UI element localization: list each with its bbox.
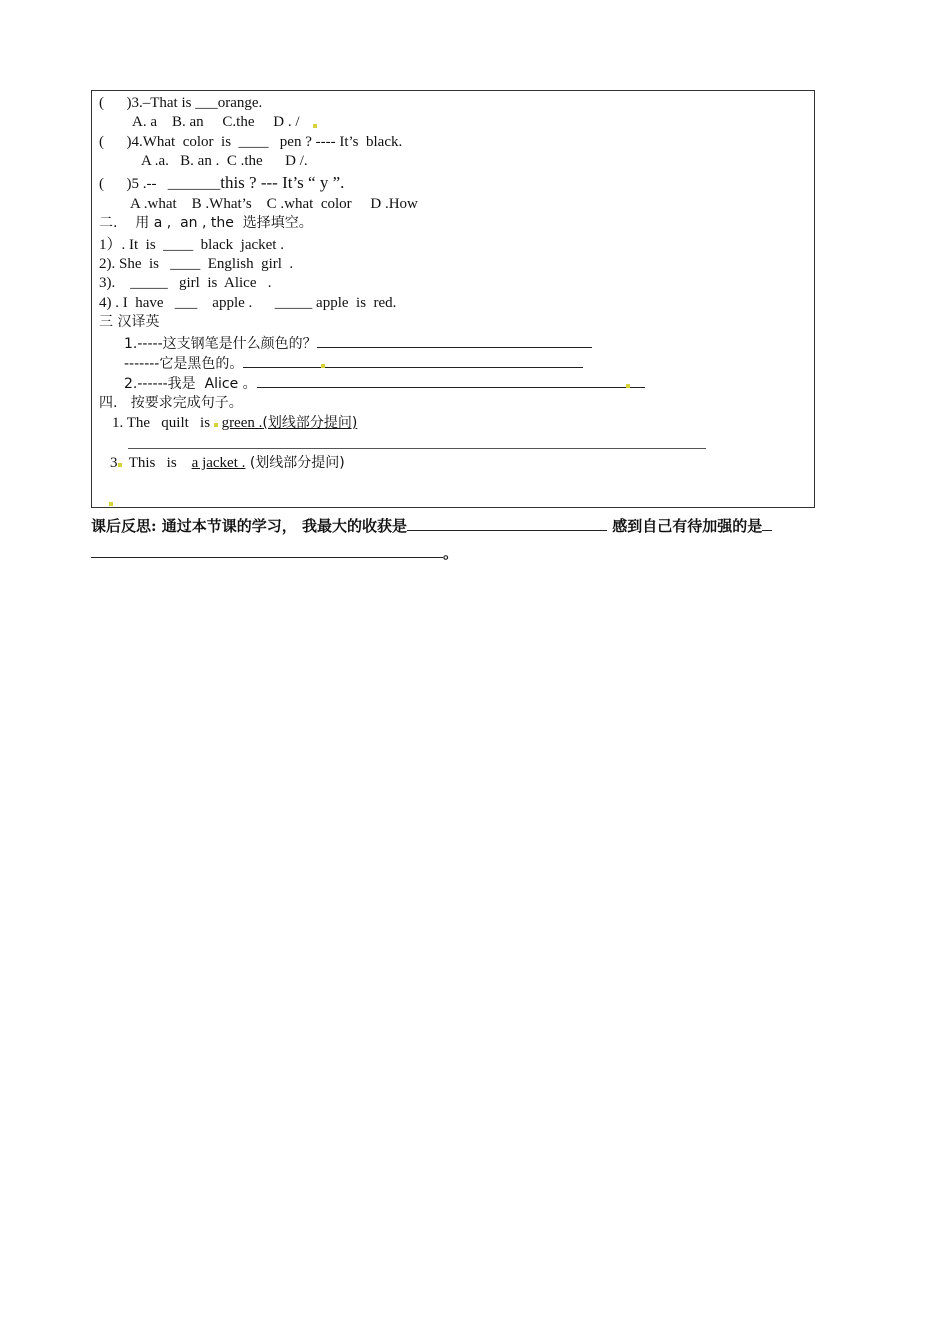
answer-line[interactable] bbox=[257, 373, 645, 388]
section3-item1a bbox=[124, 333, 592, 353]
section4-item3 bbox=[110, 454, 345, 472]
q3-options bbox=[132, 113, 299, 131]
section4-item1 bbox=[112, 414, 357, 432]
section4-item3-underlined: a jacket . bbox=[191, 455, 246, 471]
answer-line[interactable] bbox=[91, 543, 443, 558]
reflection-part2: 感到自己有待加强的是 bbox=[612, 517, 763, 535]
section2-item-3: 3). _____ girl is Alice . bbox=[99, 275, 272, 291]
q3-stem: ( )3.–That is ___orange. bbox=[99, 95, 263, 111]
answer-line[interactable] bbox=[128, 448, 706, 449]
section3-item1a-text: 1.-----这支钢笔是什么颜色的？ bbox=[124, 336, 317, 352]
q4-stem: ( )4.What color is ____ pen ? ---- It’s black. bbox=[99, 134, 403, 150]
section4-item3-mid: This is bbox=[121, 455, 192, 471]
section3-heading: 三 汉译英 bbox=[99, 314, 160, 330]
q5-options: A .what B .What’s C .what color D .How bbox=[130, 196, 418, 212]
mark-dot bbox=[626, 384, 630, 388]
section2-item-4: 4) . I have ___ apple . _____ apple is red. bbox=[99, 295, 397, 311]
section3-item1b-text: -------它是黑色的。 bbox=[124, 356, 244, 372]
section3-item2 bbox=[124, 373, 645, 393]
section4-heading: 四. 按要求完成句子。 bbox=[99, 395, 243, 411]
answer-line[interactable] bbox=[762, 516, 772, 531]
q4-options: A .a. B. an . C .the D /. bbox=[141, 153, 308, 169]
section2-heading: 二. 用 a , an , the 选择填空。 bbox=[99, 215, 313, 231]
reflection-part1: 课后反思: 通过本节课的学习， 我最大的收获是 bbox=[91, 517, 407, 535]
section4-item1-post: (划线部分提问) bbox=[262, 415, 358, 431]
mark-dot bbox=[321, 364, 325, 368]
reflection-line bbox=[91, 515, 772, 536]
section3-item2-text: 2.------我是 Alice 。 bbox=[124, 376, 257, 392]
reflection-end: 。 bbox=[443, 544, 459, 562]
section4-item3-post: (划线部分提问) bbox=[245, 455, 345, 471]
section4-item1-underlined: green . bbox=[221, 415, 263, 431]
q3-options-text: A. a B. an C.the D . / bbox=[132, 114, 300, 130]
mark-dot bbox=[109, 502, 113, 506]
mark-dot bbox=[313, 124, 317, 128]
answer-line[interactable] bbox=[407, 516, 607, 531]
mark-dot bbox=[214, 423, 218, 427]
q5-stem bbox=[99, 174, 344, 193]
section3-item1b bbox=[124, 353, 583, 373]
answer-line[interactable] bbox=[243, 353, 583, 368]
section4-item3-pre: 3 bbox=[110, 455, 118, 471]
q5-stem-b: this ? --- It’s “ y ”. bbox=[220, 173, 345, 192]
q5-stem-a: ( )5 .-- _______ bbox=[99, 176, 221, 192]
section2-item-1: 1）. It is ____ black jacket . bbox=[99, 237, 284, 253]
answer-line[interactable] bbox=[317, 333, 592, 348]
section4-item1-pre: 1. The quilt is bbox=[112, 415, 214, 431]
section2-item-2: 2). She is ____ English girl . bbox=[99, 256, 294, 272]
reflection-line-2 bbox=[91, 542, 458, 563]
